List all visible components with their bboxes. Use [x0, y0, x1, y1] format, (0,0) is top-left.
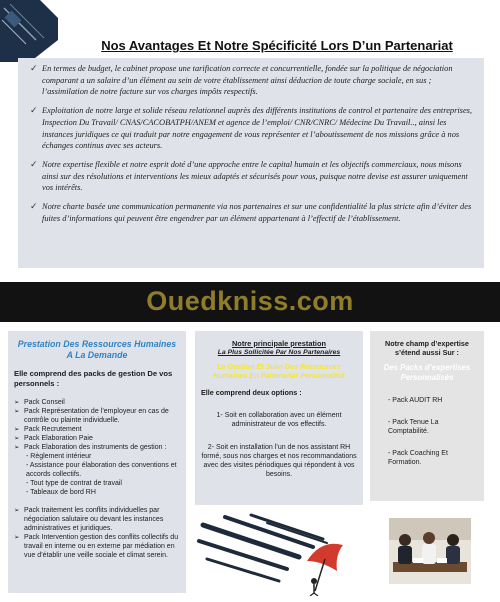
advantage-text: En termes de budget, le cabinet propose une tarification correcte et concurrentielle, fondée sur la politique de négociation comparant a un salaire d’un élément au sein de votre établissement ainsi déduction de toute charge sociale, en sus ; l’assimilation de notre facture sur vos charges impôts respectifs. [42, 64, 453, 97]
pack-text: - Assistance pour élaboration des conventions et accords collectifs. [26, 462, 177, 478]
main-service-subheading: La Plus Sollicitée Par Nos Partenaires [217, 349, 341, 356]
main-service-highlight: Le Gestion Et Suivi Des Ressources Humaines En Partenariat Personnalisé [213, 362, 345, 380]
pack-item [14, 407, 180, 425]
arrow-bullet-icon: ➢ [14, 408, 20, 415]
pack-text: - Règlement intérieur [26, 453, 92, 460]
expertise-box [370, 331, 484, 501]
services-document [0, 322, 500, 602]
pack-item [14, 398, 180, 407]
pack-text: Pack Elaboration Paie [24, 435, 93, 442]
arrow-bullet-icon: ➢ [14, 435, 20, 442]
arrow-bullet-icon: ➢ [14, 444, 20, 451]
pack-list [14, 398, 180, 560]
pack-item [14, 425, 180, 434]
main-service-box [195, 331, 363, 505]
list-spacer [14, 497, 180, 506]
pack-item [14, 443, 180, 452]
pack-item [14, 533, 180, 560]
checkmark-icon: ✓ [30, 201, 38, 212]
arrow-bullet-icon: ➢ [14, 507, 20, 514]
corner-graphic [0, 0, 58, 62]
pack-sub-item [14, 461, 180, 479]
advantages-box [18, 58, 484, 268]
advantage-item [30, 105, 474, 152]
pack-text: - Tableaux de bord RH [26, 489, 96, 496]
checkmark-icon: ✓ [30, 63, 38, 73]
meeting-photo [389, 518, 471, 584]
expertise-item: - Pack Tenue La Comptabilité. [388, 419, 439, 435]
advantage-text: Notre expertise flexible et notre esprit doté d’une approche entre le capital humain et les objectifs commerciaux, nous misons ainsi sur des résolutions et interventions les mieux adaptés et sécurisés pour vous, puisque notre devise est assurer uniquement vos intérêts. [42, 159, 468, 193]
pack-item [14, 434, 180, 443]
pack-sub-item [14, 488, 180, 497]
hr-on-demand-title: Prestation Des Ressources Humaines A La Demande [17, 339, 177, 360]
pack-text: Pack Recrutement [24, 426, 82, 433]
expertise-highlight: Des Packs d’expertises Personnalisés [383, 363, 471, 382]
umbrella-photo [195, 511, 363, 596]
expertise-item: - Pack AUDIT RH [388, 397, 443, 404]
advantages-document [0, 0, 500, 282]
arrow-bullet-icon: ➢ [14, 426, 20, 433]
pack-text: Pack traitement les conflits individuelles par négociation salutaire ou devant les instances administratives et juridiques. [24, 507, 164, 532]
pack-item [14, 506, 180, 533]
arrow-bullet-icon: ➢ [14, 534, 20, 541]
advantage-item [30, 158, 474, 194]
pack-sub-item [14, 479, 180, 488]
option-item: 1- Soit en collaboration avec un élément administrateur de vos effectifs. [216, 412, 342, 428]
pack-text: Pack Représentation de l’employeur en cas de contrôle ou plainte individuelle. [24, 408, 169, 424]
pack-text: Pack Conseil [24, 399, 65, 406]
checkmark-icon: ✓ [30, 158, 38, 169]
advantage-item [30, 201, 474, 224]
option-item: 2- Soit en installation l’un de nos assistant RH formé, sous nos charges et nos recommandations avec des visites périodiques qui répondent à vos besoins. [201, 444, 357, 478]
pack-text: Pack Intervention gestion des conflits collectifs du travail en interne ou en externe par médiation en vue d’établir une veille sociale et climat serein. [24, 534, 179, 559]
advantage-text: Exploitation de notre large et solide réseau relationnel auprès des différents institutions de control et partenaire des entreprises, Inspection Du Travail/ CNAS/CACOBATPH/ANEM et agence de l’emploi/ CNR/CNRC/ Médecine Du Travail.., ainsi les instances juridiques ce qui traduit par notre engagement de vous représenter et l’aboutissement de nos missions grâce à nos échanges continus avec ses acteurs. [42, 106, 473, 151]
arrow-bullet-icon: ➢ [14, 399, 20, 406]
expertise-heading: Notre champ d’expertise s’étend aussi Sur : [385, 339, 469, 357]
pack-text: Pack Elaboration des instruments de gestion : [24, 444, 167, 451]
expertise-item: - Pack Coaching Et Formation. [388, 450, 448, 466]
advantage-text: Notre charte basée une communication permanente via nos partenaires et sur une confidentialité la plus stricte afin d’éviter des fuites d’informations qui peuvent être engendrer par un élément appartenant à l’effectif de l’établissement. [42, 202, 472, 223]
pack-text: - Tout type de contrat de travail [26, 480, 122, 487]
main-service-heading: Notre principale prestation [231, 339, 327, 348]
main-service-intro: Elle comprend deux options : [201, 388, 302, 397]
pack-sub-item [14, 452, 180, 461]
hr-on-demand-box [8, 331, 186, 593]
watermark: Ouedkniss.com [146, 286, 354, 316]
checkmark-icon: ✓ [30, 105, 38, 116]
advantage-item [30, 63, 474, 98]
page-title: Nos Avantages Et Notre Spécificité Lors D’un Partenariat [101, 38, 453, 53]
hr-on-demand-intro: Elle comprend des packs de gestion De vos personnels : [14, 369, 173, 388]
